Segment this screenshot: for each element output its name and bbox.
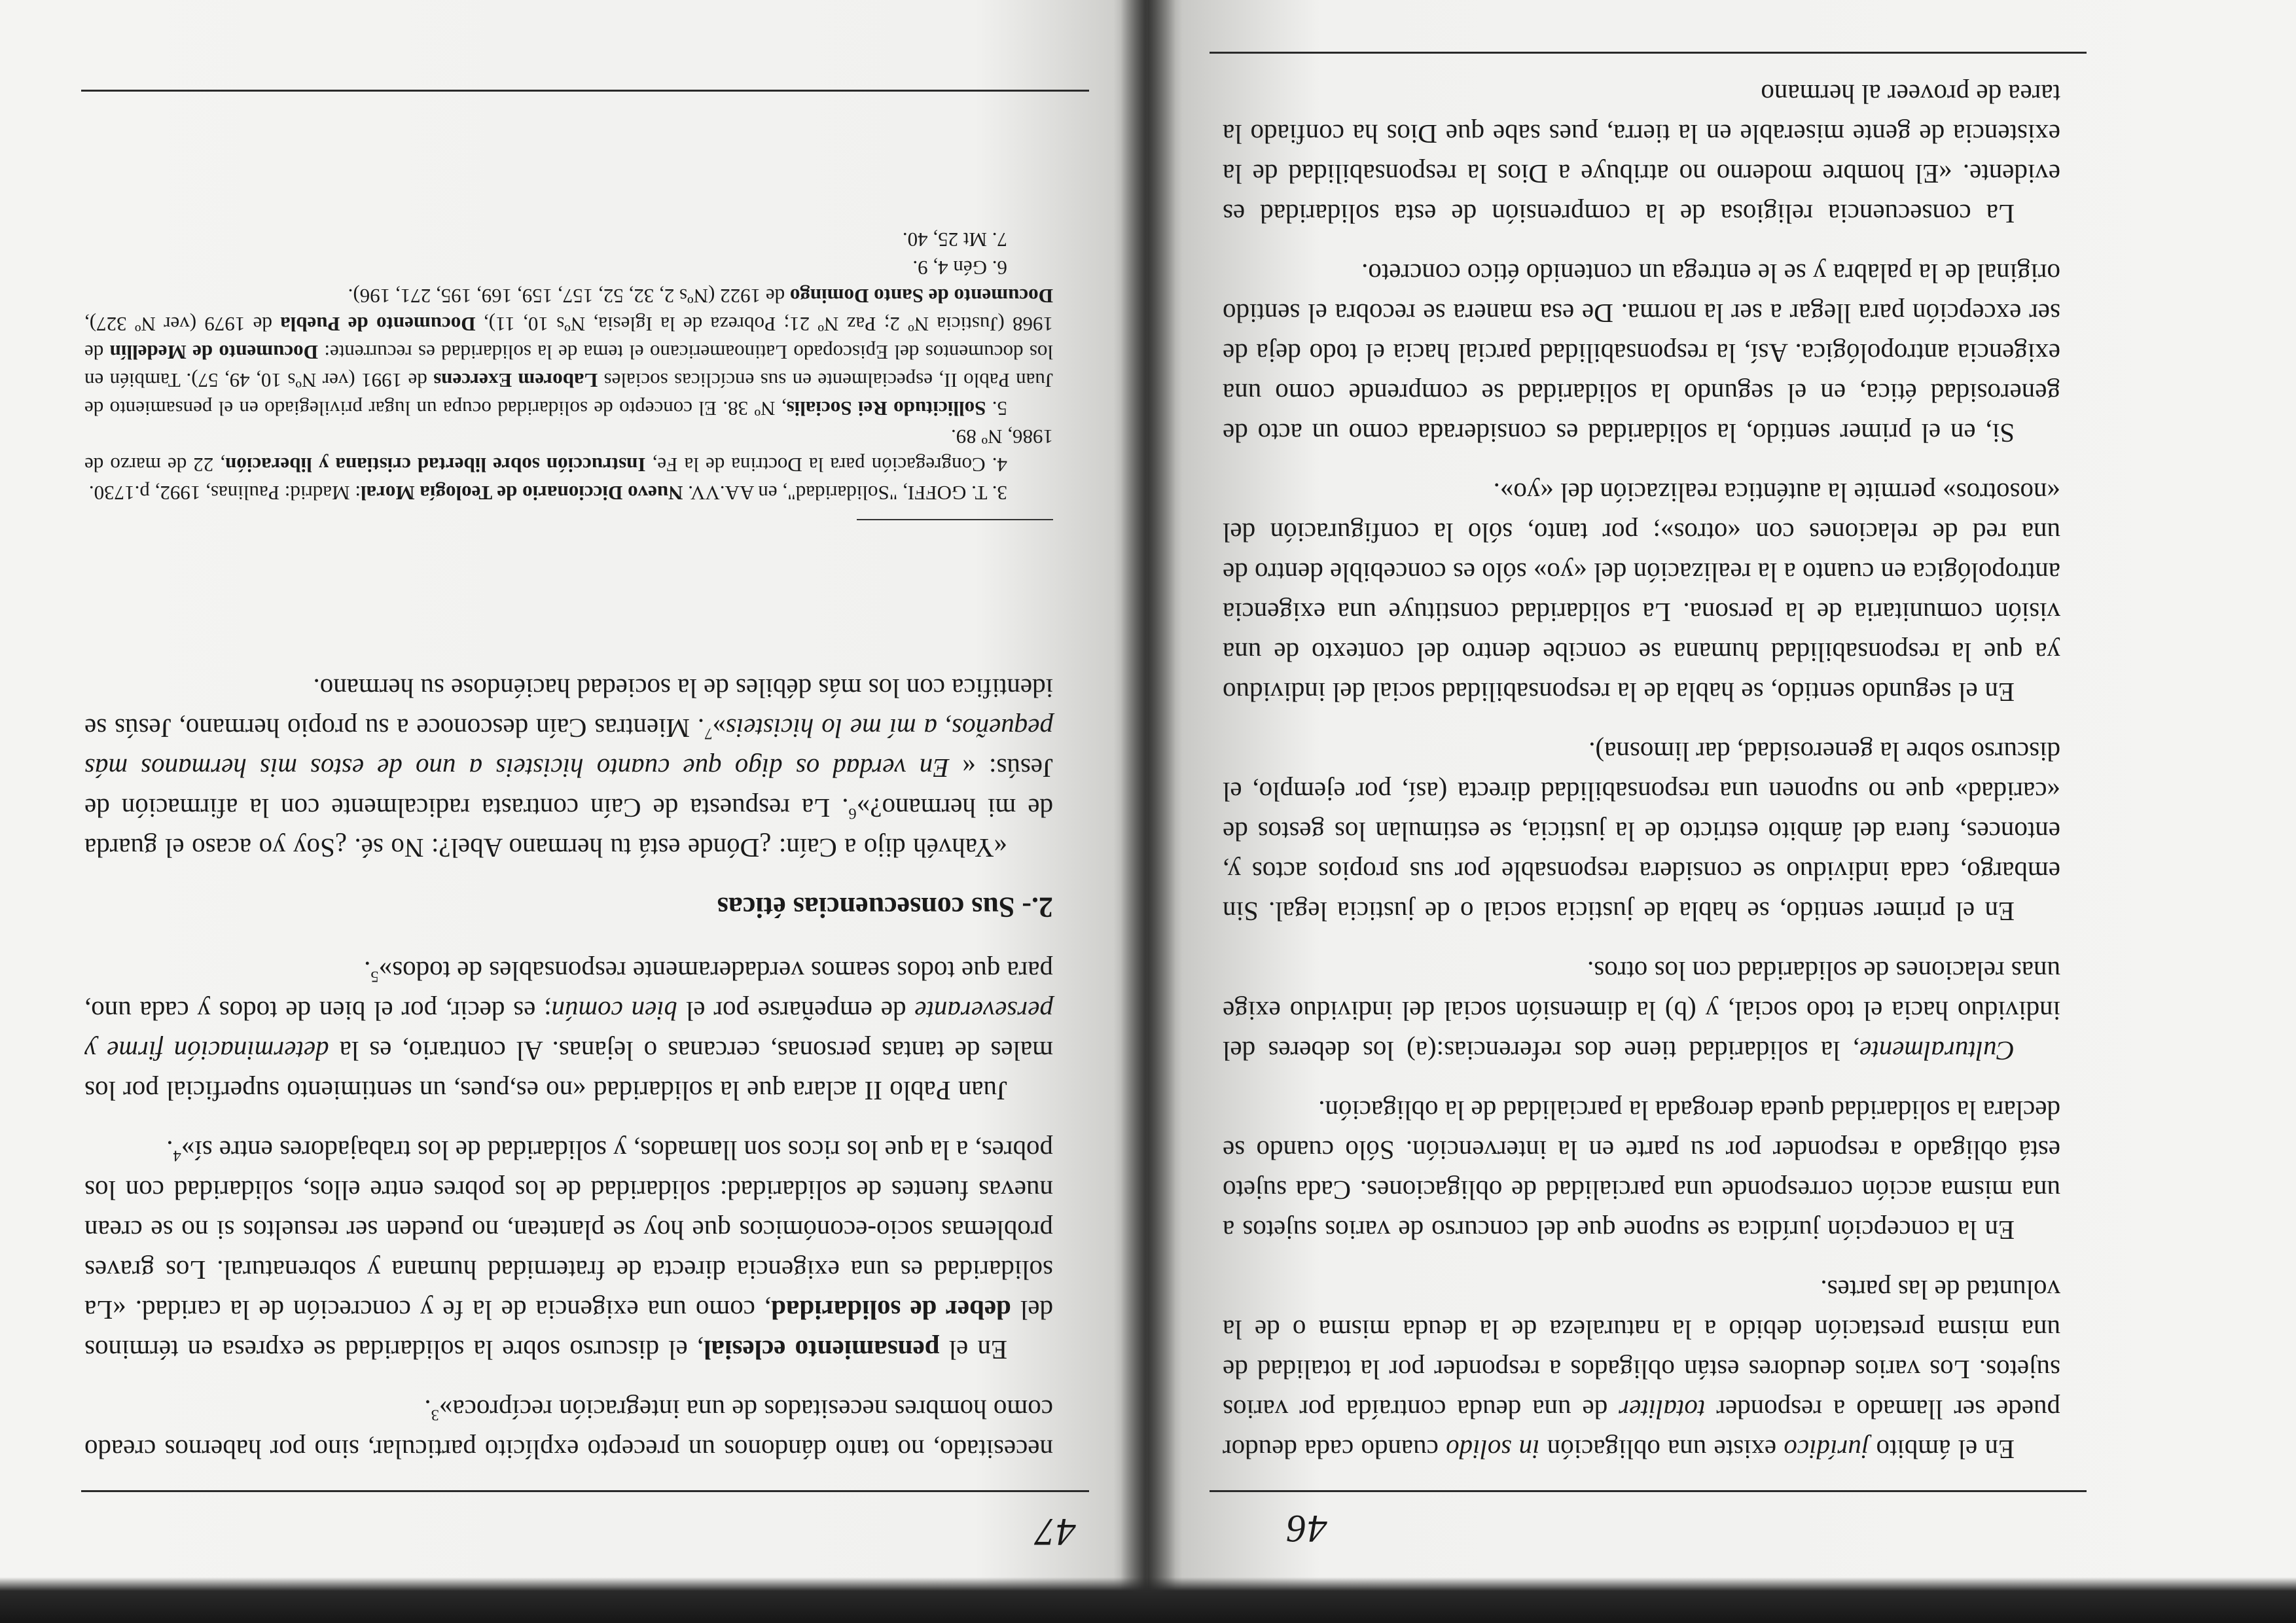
paragraph: En la concepción jurídica se supone que del concurso de varios sujetos a una misma acción corresponde una parcialidad de obligaciones. Cada sujeto está obligado a responder por su parte en la intervención. Sólo cuando se declara la solidaridad queda derogada la parcialidad de la obligación. — [1223, 1096, 2060, 1245]
header-rule — [1210, 1490, 2087, 1492]
paragraph: Juan Pablo II aclara que la solidaridad «no es,pues, un sentimiento superficial por los males de tantas personas, cercanas o lejanas. Al contrario, es la determinación firme y perseverante de empeñarse por el bien común; es decir, por el bien de todos y cada uno, para que todos seamos verdaderamente responsables de todos»$^5$. — [84, 956, 1053, 1106]
page-46 — [1148, 0, 2296, 1623]
footnote-5: 5. Sollicitudo Rei Socialis, Nº 38. El concepto de solidaridad ocupa un lugar privilegiado en el pensamiento de Juan Pablo II, especialmente en sus encíclicas sociales Laborem Exercens de 1991 (ver Nºs 10, 49, 57). También en los documentos del Episcopado Latinoamericano el tema de la solidaridad es recurrente: Documento de Medellín de 1968 (Justicia Nº 2; Paz Nº 21; Pobreza de la Iglesia, Nºs 10, 11), Documento de Puebla de 1979 (ver Nº 327), Documento de Santo Domingo de 1922 (Nºs 2, 32, 52, 157, 159, 169, 195, 271, 196). — [84, 285, 1053, 420]
paragraph: En el pensamiento eclesial, el discurso sobre la solidaridad se expresa en términos del deber de solidaridad, como una exigencia de la fe y concreción de la caridad. «La solidaridad es una exigencia directa de fraternidad humana y sobrenatural. Los graves problemas socio-económicos que hoy se plantean, no pueden ser resueltos si no se crean nuevas fuentes de solidaridad: solidaridad de los pobres entre ellos, solidaridad con los pobres, a la que los ricos son llamados, y solidaridad de los trabajadores entre sí»$^4$. — [84, 1135, 1053, 1365]
footnote-rule — [857, 519, 1053, 520]
page-47-text — [84, 668, 1053, 1469]
footnote-7: 7. Mt 25, 40. — [902, 228, 1007, 251]
footnote-3: 3. T. GOFFI, "Solidaridad", en AA.VV. Nuevo Diccionario de Teología Moral: Madrid: Paulinas, 1992, p.1730. — [88, 482, 1007, 505]
paragraph: En el segundo sentido, se habla de la responsabilidad social del individuo ya que la responsabilidad humana se concibe dentro del contexto de una visión comunitaria de la persona. La solidaridad constituye una exigencia antropológica en cuanto a la realización del «yo» sólo es concebible dentro de una red de relaciones con «otros»; por tanto, sólo la configuración del «nosotros» permite la auténtica realización del «yo». — [1223, 478, 2060, 707]
page-number: 47 — [1034, 1510, 1076, 1554]
paragraph: Culturalmente, la solidaridad tiene dos referencias:(a) los deberes del individuo hacia el todo social, y (b) la dimensión social del individuo exige unas relaciones de solidaridad con los otros. — [1223, 956, 2060, 1066]
paragraph: En el ámbito jurídico existe una obligación in solido cuando cada deudor puede ser llamado a responder totaliter de una deuda contraída por varios sujetos. Los varios deudores están obligados a responder por la totalidad de una misma prestación debido a la naturaleza de la deuda misma o de la voluntad de las partes. — [1223, 1275, 2060, 1465]
book-spine-shadow — [1121, 0, 1175, 1623]
paragraph: necesitado, no tanto dándonos un precepto explícito particular, sino por habernos creado como hombres necesitados de una integración recíproca»$^3$. — [84, 1395, 1053, 1465]
paragraph: En el primer sentido, se habla de justicia social o de justicia legal. Sin embargo, cada individuo se considera responsable por sus propios actos y, entonces, fuera del ámbito estricto de la justicia, se estimulan los gestos de «caridad» que no suponen una responsabilidad directa (así, por ejemplo, el discurso sobre la generosidad, dar limosna). — [1223, 737, 2060, 927]
bottom-rule — [81, 90, 1089, 92]
footnote-4: 4. Congregación para la Doctrina de la Fe, Instrucción sobre libertad cristiana y liberación, 22 de marzo de 1986, Nº 89. — [84, 425, 1053, 476]
section-title: 2.- Sus consecuencias éticas — [717, 891, 1053, 923]
paragraph: «Yahvéh dijo a Caín: ¿Dónde está tu hermano Abel?: No sé. ¿Soy yo acaso el guarda de mi hermano?»$^6$. La respuesta de Caín contrasta radicalmente con la afirmación de Jesús: « En verdad os digo que cuanto hicisteis a uno de estos mis hermanos más pequeños, a mí me lo hicisteis»$^7$. Mientras Caín desconoce a su propio hermano, Jesús se identifica con los más débiles de la sociedad haciéndose su hermano. — [84, 673, 1053, 863]
page-number: 46 — [1285, 1507, 1327, 1550]
paragraph: Si, en el primer sentido, la solidaridad es considerada como un acto de generosidad ética, en el segundo la solidaridad se comprende como una exigencia antropológica. Así, la responsabilidad parcial hacia el todo deja de ser excepción para llegar a ser la norma. De esa manera se recobra el sentido original de la palabra y se le entrega un contenido ético concreto. — [1223, 259, 2060, 448]
footnote-6: 6. Gén 4, 9. — [912, 257, 1007, 279]
footnotes — [84, 226, 1053, 507]
header-rule — [81, 1490, 1089, 1492]
bottom-rule — [1210, 52, 2087, 54]
paragraph: La consecuencia religiosa de la comprensión de esta solidaridad es evidente. «El hombre moderno no atribuye a Dios la responsabilidad de la existencia de gente miserable en la tierra, pues sabe que Dios ha confiado la tarea de proveer al hermano — [1223, 79, 2060, 229]
page-46-text — [1223, 74, 2060, 1469]
scanner-edge-shadow — [0, 1577, 2296, 1623]
